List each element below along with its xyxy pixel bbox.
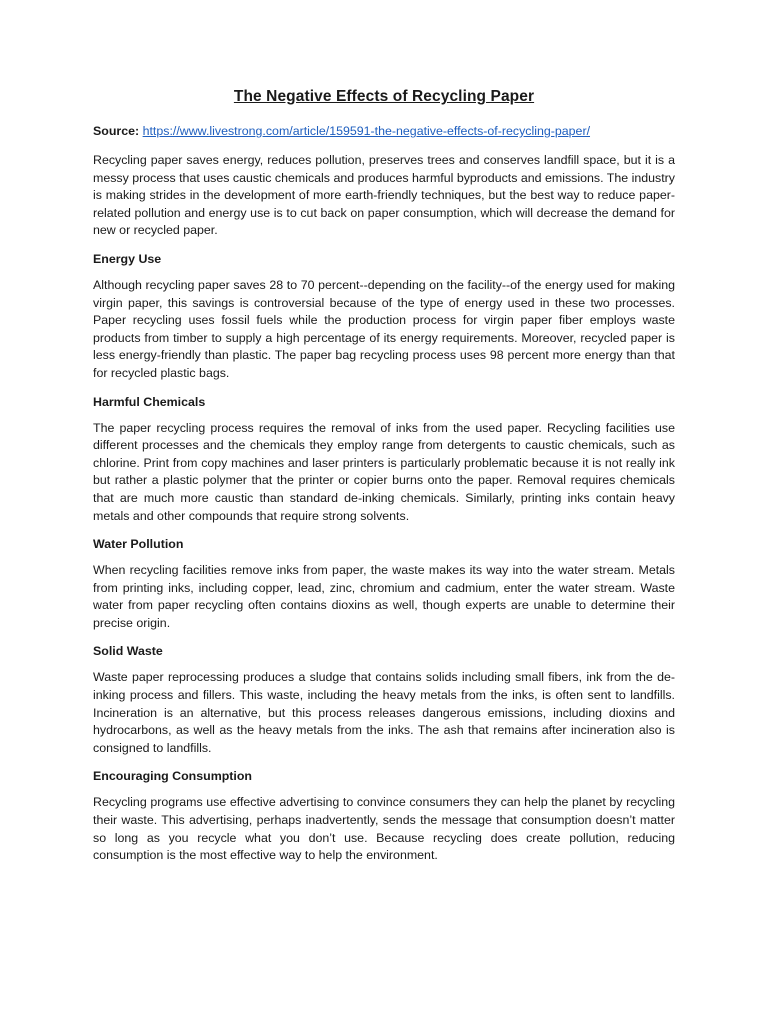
section-heading-encouraging-consumption: Encouraging Consumption (93, 769, 253, 784)
section-heading-energy-use: Energy Use (93, 251, 162, 266)
document-content (93, 86, 675, 875)
source-line (93, 122, 675, 140)
section-heading-solid-waste: Solid Waste (93, 644, 163, 659)
section-body-harmful-chemicals: The paper recycling process requires the removal of inks from the used paper. Recycling facilities use different processes and the chemicals they employ range from detergents to caustic chemicals, such as chlorine. Print from copy machines and laser printers is particularly problematic because it is not really ink but rather a plastic polymer that the printer or copier burns onto the paper. Removal requires chemicals that are much more caustic than standard de-inking chemicals. Similarly, printing inks contain heavy metals and other compounds that require strong solvents. (93, 420, 675, 523)
intro-paragraph: Recycling paper saves energy, reduces pollution, preserves trees and conserves landfill space, but it is a messy process that uses caustic chemicals and produces harmful byproducts and emissions. The industry is making strides in the development of more earth-friendly techniques, but the best way to reduce paper-related pollution and energy use is to cut back on paper consumption, which will decrease the demand for new or recycled paper. (93, 153, 675, 238)
section-heading-water-pollution: Water Pollution (93, 537, 184, 552)
section-heading-harmful-chemicals: Harmful Chemicals (93, 394, 206, 409)
source-label: Source: (93, 124, 140, 138)
section-body-energy-use: Although recycling paper saves 28 to 70 percent--depending on the facility--of the energy used for making virgin paper, this savings is controversial because of the type of energy used in these two processes. Paper recycling uses fossil fuels while the production process for virgin paper fiber employs waste products from timber to supply a high percentage of its energy requirements. Moreover, recycled paper is less energy-friendly than plastic. The paper bag recycling process uses 98 percent more energy than that for recycled plastic bags. (93, 277, 675, 380)
section-body-water-pollution: When recycling facilities remove inks from paper, the waste makes its way into the water stream. Metals from printing inks, including copper, lead, zinc, chromium and cadmium, enter the water stream. Waste water from paper recycling often contains dioxins as well, though experts are unable to determine their precise origin. (93, 563, 675, 630)
source-link[interactable]: https://www.livestrong.com/article/159591-the-negative-effects-of-recycling-paper/ (142, 124, 591, 138)
document-title: The Negative Effects of Recycling Paper (233, 88, 535, 105)
section-body-encouraging-consumption: Recycling programs use effective advertising to convince consumers they can help the planet by recycling their waste. This advertising, perhaps inadvertently, sends the message that consumption doesn’t matter so long as you recycle what you don’t use. Because recycling does create pollution, reducing consumption is the most effective way to help the environment. (93, 795, 675, 863)
section-body-solid-waste: Waste paper reprocessing produces a sludge that contains solids including small fibers, ink from the de-inking process and fillers. This waste, including the heavy metals from the inks, is often sent to landfills. Incineration is an alternative, but this process releases dangerous emissions, including dioxins and hydrocarbons, as well as the heavy metals from the inks. The ash that remains after incineration also is consigned to landfills. (93, 670, 675, 755)
